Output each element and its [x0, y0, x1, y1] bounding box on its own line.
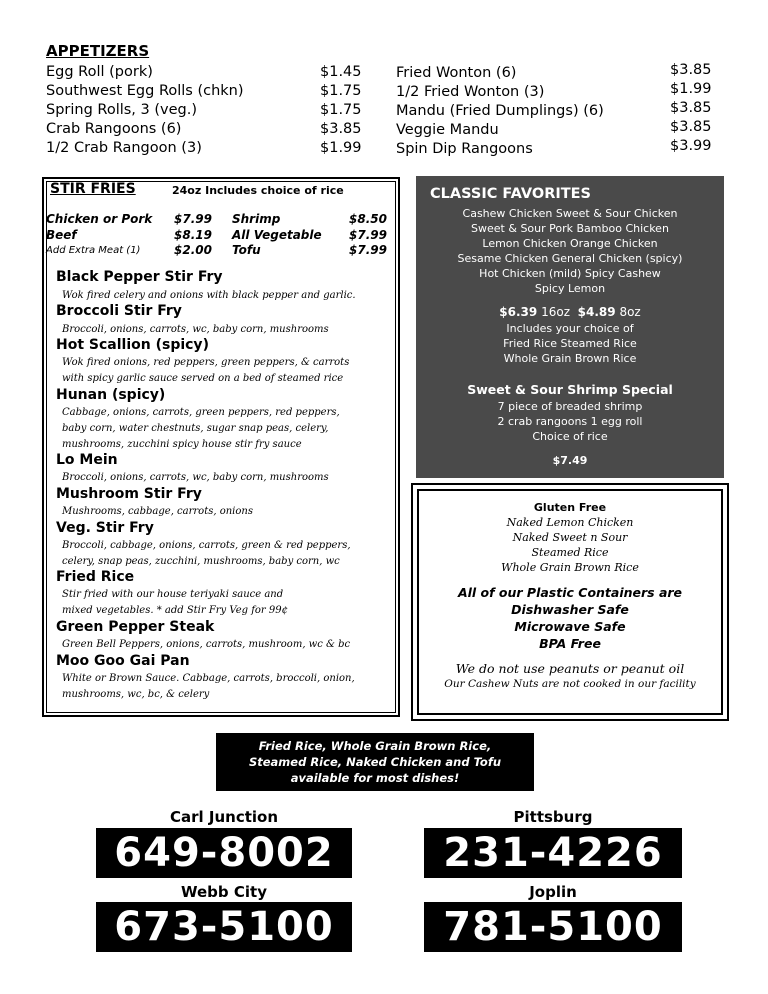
dish-name: Broccoli Stir Fry	[56, 303, 182, 319]
special-line: Choice of rice	[532, 430, 608, 443]
price-label: Shrimp	[232, 212, 281, 226]
classic-rice-line: Whole Grain Brown Rice	[503, 352, 637, 365]
gluten-free-box	[411, 483, 729, 721]
classic-rice-line: Fried Rice Steamed Rice	[503, 337, 637, 350]
appetizers-heading: APPETIZERS	[46, 42, 150, 60]
dish-description: mixed vegetables. * add Stir Fry Veg for 99¢	[62, 605, 288, 616]
price-label: All Vegetable	[232, 228, 322, 242]
appetizer-price: $3.85	[670, 119, 712, 135]
gluten-free-inner	[417, 489, 723, 715]
classic-price-8: $4.89	[577, 305, 616, 319]
dish-name: Moo Goo Gai Pan	[56, 653, 190, 669]
classic-size-8: 8oz	[619, 305, 641, 319]
location-phone: 781-5100	[424, 902, 682, 952]
special-price: $7.49	[552, 454, 588, 467]
appetizer-price: $1.75	[320, 83, 362, 99]
banner-line: Steamed Rice, Naked Chicken and Tofu	[248, 755, 502, 769]
price-value: $8.19	[174, 228, 212, 242]
location-name: Pittsburg	[513, 808, 593, 826]
dish-description: Wok fired onions, red peppers, green peppers, & carrots	[62, 357, 350, 368]
dish-name: Mushroom Stir Fry	[56, 486, 202, 502]
classic-item: Spicy Lemon	[534, 282, 606, 295]
location-phone: 231-4226	[424, 828, 682, 878]
gluten-free-item: Whole Grain Brown Rice	[501, 561, 639, 574]
banner-line: Fried Rice, Whole Grain Brown Rice,	[258, 739, 492, 753]
dish-description: Broccoli, onions, carrots, wc, baby corn, mushrooms	[62, 472, 329, 483]
classic-item: Sesame Chicken General Chicken (spicy)	[457, 252, 683, 265]
dish-description: Mushrooms, cabbage, carrots, onions	[62, 506, 253, 517]
classic-favorites-heading: CLASSIC FAVORITES	[430, 186, 591, 202]
stir-fries-box	[42, 177, 400, 717]
appetizer-price: $1.99	[670, 81, 712, 97]
dish-description: Broccoli, cabbage, onions, carrots, green & red peppers,	[62, 540, 351, 551]
appetizer-price: $3.85	[320, 121, 362, 137]
dish-name: Black Pepper Stir Fry	[56, 269, 223, 285]
special-line: 7 piece of breaded shrimp	[497, 400, 643, 413]
dish-description: White or Brown Sauce. Cabbage, carrots, broccoli, onion,	[62, 673, 355, 684]
appetizer-price: $3.85	[670, 62, 712, 78]
dish-name: Lo Mein	[56, 452, 118, 468]
rice-options-banner	[216, 733, 534, 791]
dish-name: Hot Scallion (spicy)	[56, 337, 209, 353]
containers-line: All of our Plastic Containers are	[457, 585, 683, 600]
appetizer-item: 1/2 Fried Wonton (3)	[396, 84, 545, 100]
classic-favorites-panel	[416, 176, 724, 478]
gluten-free-item: Naked Sweet n Sour	[512, 531, 628, 544]
gluten-free-item: Steamed Rice	[531, 546, 609, 559]
dish-description: baby corn, water chestnuts, sugar snap peas, celery,	[62, 423, 329, 434]
containers-line: BPA Free	[539, 636, 601, 651]
dish-name: Hunan (spicy)	[56, 387, 166, 403]
price-value: $7.99	[349, 228, 387, 242]
stir-fries-note: 24oz Includes choice of rice	[172, 184, 344, 197]
location-name: Webb City	[181, 883, 267, 901]
appetizer-item: Crab Rangoons (6)	[46, 121, 182, 137]
dish-name: Green Pepper Steak	[56, 619, 215, 635]
price-label: Chicken or Pork	[46, 212, 153, 226]
dish-description: Stir fried with our house teriyaki sauce and	[62, 589, 284, 600]
appetizer-item: Veggie Mandu	[396, 122, 499, 138]
dish-description: mushrooms, zucchini spicy house stir fry sauce	[62, 439, 302, 450]
peanut-note: We do not use peanuts or peanut oil	[455, 661, 685, 676]
cashew-note: Our Cashew Nuts are not cooked in our facility	[444, 678, 696, 690]
price-label: Beef	[46, 228, 77, 242]
special-heading: Sweet & Sour Shrimp Special	[467, 382, 673, 397]
classic-size-16: 16oz	[541, 305, 570, 319]
gluten-free-item: Naked Lemon Chicken	[506, 516, 634, 529]
location-phone: 673-5100	[96, 902, 352, 952]
appetizer-item: Spin Dip Rangoons	[396, 141, 533, 157]
dish-name: Fried Rice	[56, 569, 135, 585]
dish-description: Wok fired celery and onions with black pepper and garlic.	[62, 290, 356, 301]
classic-prices	[416, 305, 724, 320]
classic-item: Hot Chicken (mild) Spicy Cashew	[479, 267, 661, 280]
classic-price-16: $6.39	[499, 305, 538, 319]
appetizer-item: Southwest Egg Rolls (chkn)	[46, 83, 244, 99]
classic-item: Lemon Chicken Orange Chicken	[482, 237, 658, 250]
price-value: $8.50	[349, 212, 387, 226]
special-line: 2 crab rangoons 1 egg roll	[497, 415, 643, 428]
appetizer-item: Fried Wonton (6)	[396, 65, 517, 81]
stir-fries-heading: STIR FRIES	[50, 181, 136, 197]
banner-line: available for most dishes!	[290, 771, 460, 785]
dish-description: mushrooms, wc, bc, & celery	[62, 689, 210, 700]
appetizer-price: $3.99	[670, 138, 712, 154]
price-value: $7.99	[174, 212, 212, 226]
price-label: Add Extra Meat (1)	[46, 245, 141, 256]
dish-description: celery, snap peas, zucchini, mushrooms, baby corn, wc	[62, 556, 340, 567]
classic-rice-line: Includes your choice of	[506, 322, 634, 335]
price-value: $2.00	[174, 243, 212, 257]
dish-description: Broccoli, onions, carrots, wc, baby corn, mushrooms	[62, 324, 329, 335]
appetizer-item: Egg Roll (pork)	[46, 64, 153, 80]
appetizer-price: $1.75	[320, 102, 362, 118]
classic-item: Sweet & Sour Pork Bamboo Chicken	[471, 222, 669, 235]
appetizer-price: $3.85	[670, 100, 712, 116]
gluten-free-heading: Gluten Free	[533, 501, 607, 514]
containers-line: Microwave Safe	[514, 619, 626, 634]
appetizer-price: $1.99	[320, 140, 362, 156]
appetizer-item: Spring Rolls, 3 (veg.)	[46, 102, 197, 118]
location-name: Joplin	[529, 883, 577, 901]
dish-description: Cabbage, onions, carrots, green peppers, red peppers,	[62, 407, 340, 418]
appetizer-item: 1/2 Crab Rangoon (3)	[46, 140, 202, 156]
location-phone: 649-8002	[96, 828, 352, 878]
appetizer-item: Mandu (Fried Dumplings) (6)	[396, 103, 604, 119]
dish-description: with spicy garlic sauce served on a bed of steamed rice	[62, 373, 344, 384]
classic-item: Cashew Chicken Sweet & Sour Chicken	[462, 207, 678, 220]
dish-description: Green Bell Peppers, onions, carrots, mushroom, wc & bc	[62, 639, 351, 650]
appetizer-price: $1.45	[320, 64, 362, 80]
price-label: Tofu	[232, 243, 261, 257]
price-value: $7.99	[349, 243, 387, 257]
containers-line: Dishwasher Safe	[511, 602, 629, 617]
location-name: Carl Junction	[169, 808, 279, 826]
dish-name: Veg. Stir Fry	[56, 520, 154, 536]
